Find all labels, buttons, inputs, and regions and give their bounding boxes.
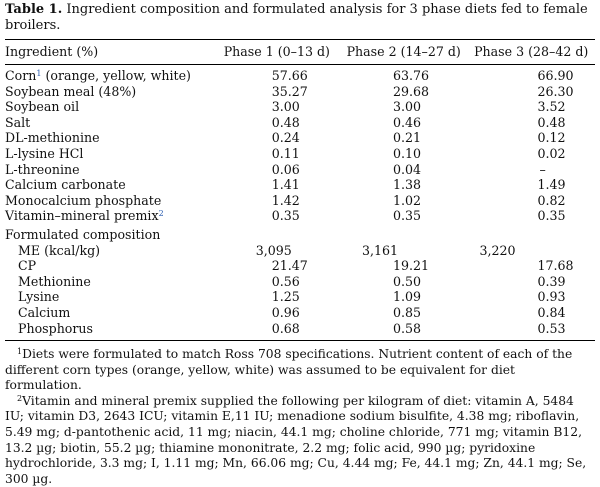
- table-cell: 26.30: [537, 83, 574, 99]
- table-row: [5, 274, 595, 290]
- table-cell: 17.68: [537, 258, 574, 274]
- table-cell: 0.46: [392, 114, 421, 130]
- table-cell: 57.66: [271, 68, 308, 83]
- table-cell: 0.84: [537, 304, 566, 320]
- table-cell: 1.25: [271, 289, 300, 305]
- table-cell: 0.58: [392, 320, 421, 336]
- table-cell: 21.47: [271, 258, 308, 274]
- footnote-1: [5, 347, 595, 394]
- row-label: Salt: [5, 114, 31, 130]
- table-caption: [5, 2, 595, 34]
- table-cell: 0.35: [271, 208, 300, 224]
- footnote-mark: 2: [158, 209, 164, 219]
- table-cell: 63.76: [392, 68, 430, 83]
- table-row: [5, 321, 595, 341]
- table-row: [5, 84, 595, 100]
- table-row: [5, 177, 595, 193]
- table-cell: 3.00: [392, 99, 421, 115]
- table-row: [5, 65, 595, 84]
- footnote-text: Vitamin and mineral premix supplied the following per kilogram of diet: vitamin A, 5484 IU; vitamin D3, 2643 ICU; vitamin E,11 IU; menadione sodium bisulfite, 4.38 mg; riboflavin, 5.49 mg; d-pantothenic acid, 11 mg; niacin, 44.1 mg; choline chloride, 771 mg; vitamin B12, 13.2 µg; biotin, 55.2 µg; thiamine mononitrate, 2.2 mg; folic acid, 990 µg; pyridoxine hydrochloride, 3.3 mg; I, 1.11 mg; Mn, 66.06 mg; Cu, 4.44 mg; Fe, 44.1 mg; Zn, 44.1 mg; Se, 300 µg.: [5, 393, 587, 486]
- row-label: Calcium: [18, 304, 71, 320]
- table-cell: 0.68: [271, 320, 300, 336]
- table-cell: 0.21: [392, 130, 421, 146]
- header-phase-2: Phase 2 (14–27 d): [346, 44, 461, 60]
- table-row: [5, 193, 595, 209]
- table-row: [5, 115, 595, 131]
- section-heading-row: [5, 224, 595, 243]
- table-cell: 0.10: [392, 145, 421, 161]
- row-label: L-lysine HCl: [5, 145, 84, 161]
- row-label: Lysine: [18, 289, 60, 305]
- table-cell: 3,161: [361, 242, 399, 258]
- footnotes: [5, 347, 595, 487]
- ingredient-table: [5, 39, 595, 341]
- header-row: [5, 40, 595, 65]
- row-label: Vitamin–mineral premix$^2$: [5, 208, 164, 224]
- table-row: [5, 146, 595, 162]
- table-cell: 1.42: [271, 192, 300, 208]
- row-label: ME (kcal/kg): [18, 242, 101, 258]
- table-cell: 1.02: [392, 192, 421, 208]
- table-cell: 0.82: [537, 192, 566, 208]
- header-phase-3: Phase 3 (28–42 d): [474, 44, 589, 60]
- table-cell: 0.35: [392, 208, 421, 224]
- table-label: Table 1.: [5, 2, 63, 17]
- table-cell: 3.00: [271, 99, 300, 115]
- table-row: [5, 208, 595, 224]
- row-label: Corn$^1$ (orange, yellow, white): [5, 68, 191, 83]
- row-label: Calcium carbonate: [5, 177, 126, 193]
- table-cell: 19.21: [392, 258, 430, 274]
- table-row: [5, 258, 595, 274]
- table-cell: 0.06: [271, 161, 300, 177]
- table-cell: 0.50: [392, 273, 421, 289]
- table-cell: 1.38: [392, 177, 421, 193]
- table-cell: 1.49: [537, 177, 566, 193]
- formulated-heading: Formulated composition: [5, 226, 161, 242]
- table-cell: 0.02: [537, 145, 566, 161]
- table-cell: 0.04: [392, 161, 421, 177]
- header-ingredient: Ingredient (%): [5, 44, 99, 60]
- table-cell: 3,220: [479, 242, 516, 258]
- table-cell: 1.41: [271, 177, 300, 193]
- table-row: [5, 305, 595, 321]
- table-row: [5, 130, 595, 146]
- table-row: [5, 99, 595, 115]
- table-cell: 0.35: [537, 208, 566, 224]
- table-cell: 3.52: [537, 99, 566, 115]
- footnote-mark: 2: [17, 393, 23, 403]
- table-cell: –: [539, 161, 546, 177]
- row-label: Monocalcium phosphate: [5, 192, 162, 208]
- table-row: [5, 243, 595, 259]
- table-cell: 0.93: [537, 289, 566, 305]
- table-cell: 3,095: [255, 242, 292, 258]
- table-cell: 0.12: [537, 130, 566, 146]
- table-cell: 0.48: [271, 114, 300, 130]
- table-row: [5, 162, 595, 178]
- table-cell: 0.24: [271, 130, 300, 146]
- table-cell: 1.09: [392, 289, 421, 305]
- table-cell: 0.85: [392, 304, 421, 320]
- table-cell: 0.39: [537, 273, 566, 289]
- footnote-2: [5, 394, 595, 487]
- table-cell: 0.53: [537, 320, 566, 336]
- footnote-mark: 1: [36, 69, 42, 78]
- row-label: CP: [18, 258, 37, 274]
- footnote-text: Diets were formulated to match Ross 708 specifications. Nutrient content of each of the different corn types (orange, yellow, white) was assumed to be equivalent for diet formulation.: [5, 347, 573, 393]
- row-label: Soybean meal (48%): [5, 83, 137, 99]
- table-cell: 0.56: [271, 273, 300, 289]
- table-cell: 66.90: [537, 68, 574, 83]
- caption-text: Ingredient composition and formulated analysis for 3 phase diets fed to female broilers.: [5, 2, 588, 33]
- table-cell: 0.48: [537, 114, 566, 130]
- table-cell: 29.68: [392, 83, 430, 99]
- footnote-mark: 1: [17, 347, 23, 357]
- row-label: Methionine: [18, 273, 91, 289]
- table-cell: 35.27: [271, 83, 308, 99]
- table-cell: 0.11: [271, 145, 300, 161]
- row-label: Soybean oil: [5, 99, 80, 115]
- header-phase-1: Phase 1 (0–13 d): [223, 44, 330, 60]
- row-label: Phosphorus: [18, 320, 93, 336]
- table-row: [5, 289, 595, 305]
- row-label: L-threonine: [5, 161, 80, 177]
- row-label: DL-methionine: [5, 130, 100, 146]
- table-cell: 0.96: [271, 304, 300, 320]
